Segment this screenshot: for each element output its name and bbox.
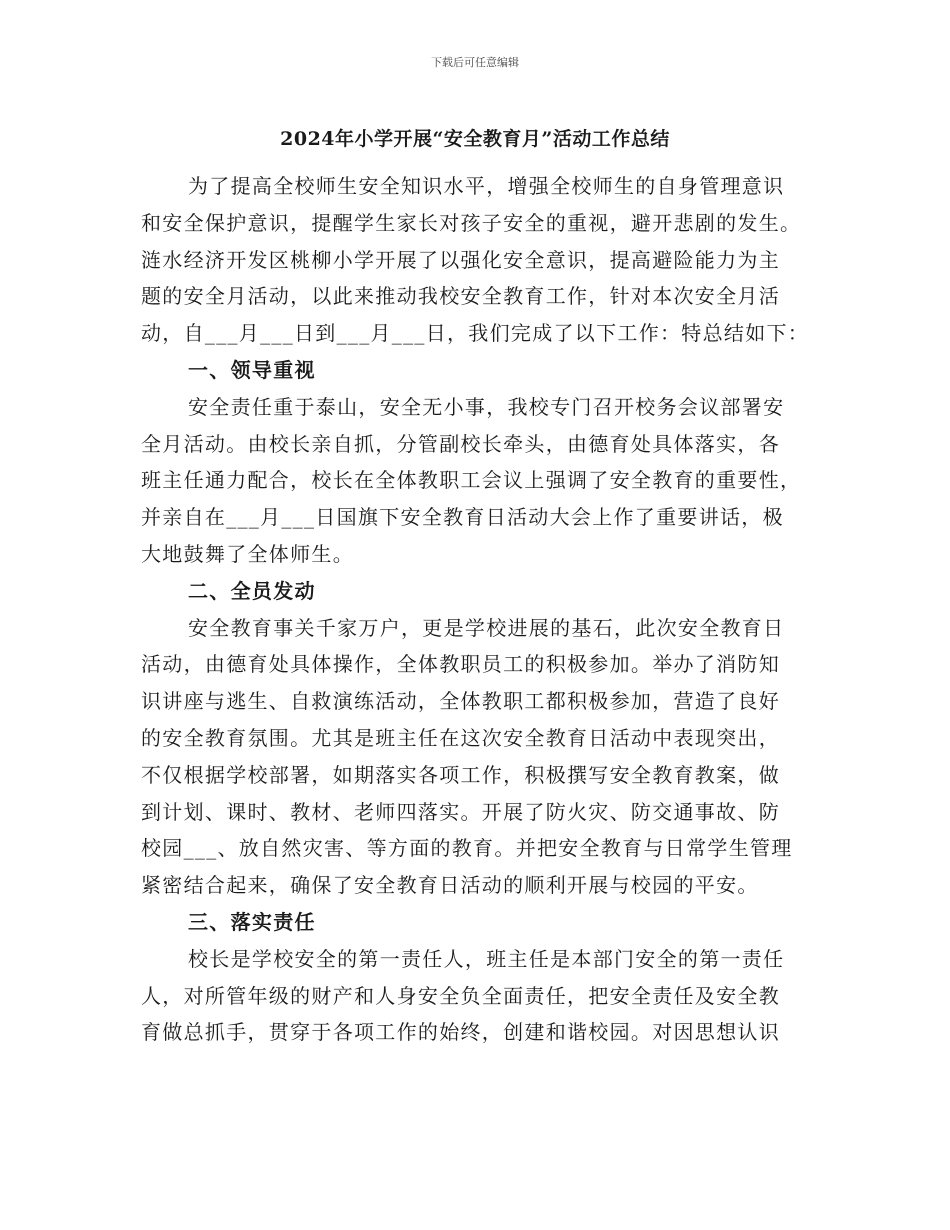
section-heading-mobilization: 二、全员发动 bbox=[188, 578, 316, 603]
paragraph-line: 育做总抓手，贯穿于各项工作的始终，创建和谐校园。对因思想认识 bbox=[141, 1020, 780, 1045]
paragraph-line: 和安全保护意识，提醒学生家长对孩子安全的重视，避开悲剧的发生。 bbox=[141, 210, 802, 235]
paragraph-line: 安全教育事关千家万户，更是学校进展的基石，此次安全教育日 bbox=[188, 615, 785, 640]
paragraph-line: 全月活动。由校长亲自抓，分管副校长牵头，由德育处具体落实，各 bbox=[141, 431, 780, 456]
paragraph-line: 安全责任重于泰山，安全无小事，我校专门召开校务会议部署安 bbox=[188, 394, 785, 419]
paragraph-line: 活动，由德育处具体操作，全体教职员工的积极参加。举办了消防知 bbox=[141, 652, 780, 677]
paragraph-line: 校长是学校安全的第一责任人，班主任是本部门安全的第一责任 bbox=[188, 946, 785, 971]
paragraph-line: 涟水经济开发区桃柳小学开展了以强化安全意识，提高避险能力为主 bbox=[141, 247, 780, 272]
page-title: 2024年小学开展“安全教育月”活动工作总结 bbox=[280, 128, 670, 150]
paragraph-line: 大地鼓舞了全体师生。 bbox=[141, 541, 354, 566]
paragraph-line: 为了提高全校师生安全知识水平，增强全校师生的自身管理意识 bbox=[188, 174, 785, 198]
section-heading-responsibility: 三、落实责任 bbox=[188, 909, 316, 934]
document-body bbox=[141, 168, 811, 1051]
paragraph-line: 校园___、放自然灾害、等方面的教育。并把安全教育与日常学生管理 bbox=[141, 836, 793, 861]
paragraph-line: 紧密结合起来，确保了安全教育日活动的顺利开展与校园的平安。 bbox=[141, 873, 759, 898]
paragraph-line: 不仅根据学校部署，如期落实各项工作，积极撰写安全教育教案，做 bbox=[141, 762, 780, 787]
paragraph-line: 识讲座与逃生、自救演练活动，全体教职工都积极参加，营造了良好 bbox=[141, 689, 780, 714]
section-heading-leadership: 一、领导重视 bbox=[188, 357, 316, 382]
paragraph-line: 并亲自在___月___日国旗下安全教育日活动大会上作了重要讲话，极 bbox=[141, 505, 784, 530]
paragraph-line: 到计划、课时、教材、老师四落实。开展了防火灾、防交通事故、防 bbox=[141, 799, 780, 824]
paragraph-line: 动，自___月___日到___月___日，我们完成了以下工作：特总结如下： bbox=[141, 321, 810, 346]
paragraph-line: 人，对所管年级的财产和人身安全负全面责任，把安全责任及安全教 bbox=[141, 983, 780, 1008]
header-note: 下载后可任意编辑 bbox=[431, 56, 519, 69]
paragraph-line: 的安全教育氛围。尤其是班主任在这次安全教育日活动中表现突出， bbox=[141, 725, 780, 750]
paragraph-line: 题的安全月活动，以此来推动我校安全教育工作，针对本次安全月活 bbox=[141, 284, 780, 309]
paragraph-line: 班主任通力配合，校长在全体教职工会议上强调了安全教育的重要性， bbox=[141, 468, 802, 493]
